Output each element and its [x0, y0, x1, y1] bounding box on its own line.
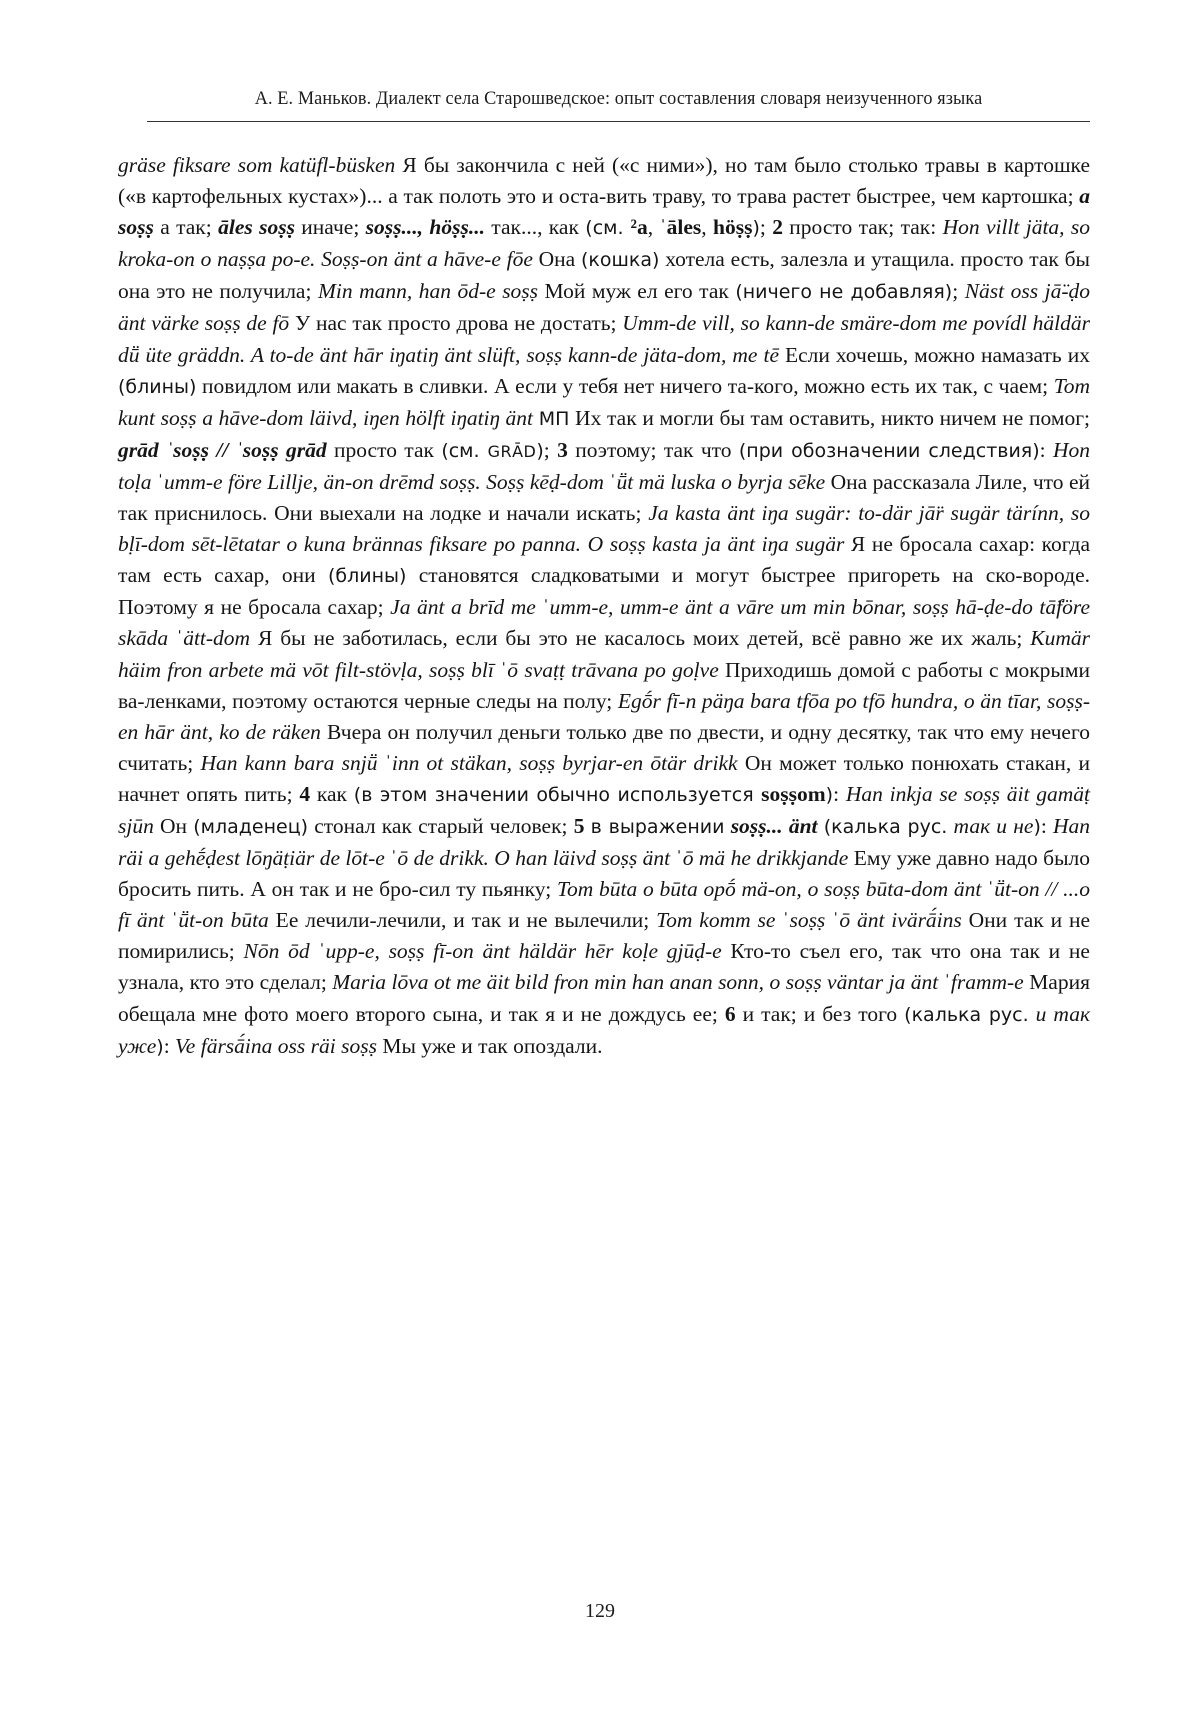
- example-italic: Ja kasta änt iŋa sugär: to-där jā̈r sugär tärínn, so bḷī-dom sēt-lētatar o kuna brännas fiksare po panna. O soṣṣ kasta ja änt iŋa sugär: [118, 501, 1090, 557]
- gloss-note: (калька рус.: [823, 815, 948, 838]
- text-run: Она: [532, 247, 581, 272]
- example-italic: Umm-de vill, so kann-de smäre-dom me povídl häldär dṻ üte gräddn. A to-de änt hār iŋatiŋ änt slüft, soṣṣ kann-de jäta-dom, me tē: [118, 311, 1090, 367]
- gloss-note: (блины): [118, 375, 197, 398]
- example-italic: Han kann bara snjṻ ˈinn ot stäkan, soṣṣ byrjar-en ōtär drikk: [200, 750, 738, 775]
- headword-phrase: a soṣṣ: [118, 184, 1090, 240]
- example-italic: Han räi a gehḗḍest lōŋäṭiär de lōt-e ˈō de drikk. O han läivd soṣṣ änt ˈō mä he drikkjande: [118, 813, 1091, 871]
- text-run: Мария обещала мне фото моего второго сына, и так я и не дождусь ее;: [118, 970, 1090, 1026]
- entry-paragraph: [118, 150, 1090, 1063]
- text-run: :: [163, 1033, 176, 1058]
- example-italic: Ve färsā́ina oss räi soṣṣ: [175, 1033, 377, 1058]
- text-run: и так; и без того: [735, 1001, 905, 1026]
- text-run: Я не бросала сахар: когда там есть сахар, они: [118, 532, 1090, 588]
- example-italic: Näst oss jā̈-ḍo änt värke soṣṣ de fō: [118, 279, 1090, 336]
- gloss-note: (ничего не добавляя): [735, 281, 953, 304]
- text-run: :: [1039, 437, 1053, 462]
- sense-marker: ˈāles: [659, 215, 702, 240]
- sense-marker: höṣṣ: [713, 215, 753, 240]
- example-italic: Hon villt jäta, so kroka-on o naṣṣa po-e. Soṣṣ-on änt a hāve-e fōe: [118, 215, 1091, 272]
- text-run: :: [1040, 813, 1054, 838]
- gloss-note: (см.: [441, 439, 488, 462]
- example-italic: Ja änt a brīd me ˈumm-e, umm-e änt a vāre um min bōnar, soṣṣ hā-ḍe-do tā̈före skāda ˈätt-dom: [118, 595, 1090, 651]
- text-run: поэтому; так что: [567, 437, 739, 462]
- gloss-note: (блины): [327, 565, 407, 588]
- sense-marker: soṣṣom: [761, 781, 826, 806]
- text-run: Он может только понюхать стакан, и начнет опять пить;: [118, 750, 1090, 806]
- page-number: 129: [585, 1600, 615, 1622]
- example-italic: gräse fiksare som katüfl-büsken: [118, 153, 396, 177]
- text-run: Я бы не заботилась, если бы это не касалось моих детей, всё равно же их жаль;: [250, 626, 1031, 651]
- text-run: как: [310, 781, 354, 806]
- gloss-note: ): [156, 1035, 164, 1058]
- sense-marker: ²a: [630, 215, 648, 240]
- text-run: ,: [701, 215, 713, 240]
- text-run: У нас так просто дрова не достать;: [289, 311, 623, 336]
- text-run: так..., как: [484, 215, 586, 240]
- sense-marker: 5: [573, 813, 585, 838]
- text-run: стонал как старый человек;: [308, 813, 574, 838]
- example-italic: Tom kunt soṣṣ a hāve-dom läivd, iŋen hölft iŋatiŋ änt: [118, 373, 1090, 430]
- headword-phrase: soṣṣ..., höṣṣ...: [365, 215, 485, 240]
- gloss-note: (при обозначении следствия): [738, 439, 1040, 462]
- example-italic: Tom būta o būta opṓ mä-on, o soṣṣ būta-dom änt ˈṻt-on // ...o fī änt ˈṻt-on būta: [118, 877, 1090, 933]
- gloss-note: (кошка): [581, 249, 660, 272]
- text-run: ,: [647, 215, 660, 240]
- headword-phrase: soṣṣ... änt: [730, 813, 818, 838]
- example-italic: Hon toḷa ˈumm-e före Lillje, än-on drēmd soṣṣ. Soṣṣ kēḍ-dom ˈṻt mä luska o byrja sēke: [118, 437, 1091, 494]
- gloss-note: ): [1033, 815, 1041, 838]
- gloss-note: ): [536, 439, 544, 462]
- text-run: становятся сладковатыми и могут быстрее пригореть на ско-вороде. Поэтому я не бросала сахар;: [118, 563, 1090, 620]
- gloss-note: (младенец): [193, 815, 309, 838]
- example-italic: Maria lōva ot me äit bild fron min han anan sonn, o soṣṣ väntar ja änt ˈframm-e: [332, 970, 1024, 995]
- gloss-note: (калька рус.: [904, 1003, 1029, 1026]
- running-header: А. Е. Маньков. Диалект села Старошведское: опыт составления словаря неизученного языка: [254, 88, 983, 109]
- example-italic: Kumär häim fron arbete mä vōt filt-stövḷa, soṣṣ blī ˈō svaṭṭ trāvana po goḷve: [118, 626, 1091, 682]
- header-rule: [147, 121, 1090, 122]
- text-run: повидлом или макать в сливки. А если у тебя нет ничего та-кого, можно есть их так, с чаем;: [196, 373, 1054, 398]
- example-italic: Egṓr fī-n päŋa bara tfōa po tfō hundra, o än tīar, soṣṣ-en hār änt, ko de räken: [118, 688, 1090, 744]
- text-run: Мы уже и так опоздали.: [376, 1033, 603, 1058]
- example-italic: Tom komm se ˈsoṣṣ ˈō änt ivärā́ins: [656, 908, 962, 933]
- text-run: :: [833, 781, 846, 806]
- text-run: Приходишь домой с работы с мокрыми ва-ленками, поэтому остаются черные следы на полу;: [118, 657, 1090, 713]
- text-run: Я бы закончила с ней («с ними»), но там было столько травы в картошке («в картофельных кустах»)... а так полоть это и оста-вить траву, то трава растет быстрее, чем картошка;: [118, 153, 1090, 209]
- text-run: Если хочешь, можно намазать их: [778, 342, 1090, 367]
- text-run: Их так и могли бы там оставить, никто ничем не помог;: [569, 405, 1090, 430]
- text-run: Ее лечили-лечили, и так и не вылечили;: [268, 908, 657, 933]
- text-run: а так;: [153, 215, 219, 240]
- text-run: [1029, 1002, 1036, 1026]
- text-run: Он: [153, 813, 194, 838]
- text-run: Ему уже давно надо было бросить пить. А он так и не бро-сил ту пьянку;: [118, 846, 1091, 902]
- example-italic: Han inkja se soṣṣ äit gamäṭ sjūn: [118, 781, 1090, 838]
- sense-marker: 4: [299, 781, 311, 806]
- text-run: ;: [759, 215, 773, 240]
- headword-phrase: grād ˈsoṣṣ // ˈsoṣṣ grād: [118, 437, 327, 462]
- gloss-note: ): [825, 783, 834, 806]
- gloss-note: ): [752, 217, 760, 240]
- gloss-note: МП: [538, 407, 570, 430]
- text-run: ;: [952, 279, 965, 304]
- gloss-note: (см.: [585, 217, 631, 240]
- text-run: просто так: [326, 437, 442, 462]
- dictionary-entry-body: [118, 150, 1090, 1063]
- text-run: Кто-то съел его, так что она так и не узнала, кто это сделал;: [118, 939, 1090, 995]
- cross-reference: GRĀD: [487, 441, 537, 461]
- text-run: Она рассказала Лиле, что ей так приснилось. Они выехали на лодке и начали искать;: [118, 469, 1090, 526]
- example-italic: Nōn ōd ˈupp-e, soṣṣ fī-on änt häldär hēr koḷe gjūḍ-e: [243, 939, 722, 964]
- sense-marker: 3: [557, 437, 568, 462]
- text-run: Вчера он получил деньги только две по двести, и одну десятку, так что ему нечего считать;: [118, 719, 1090, 775]
- text-run: просто так; так:: [782, 215, 943, 240]
- text-run: ;: [543, 437, 558, 462]
- text-run: хотела есть, залезла и утащила. просто так бы она это не получила;: [118, 247, 1090, 304]
- sense-marker: 2: [772, 215, 783, 240]
- text-run: Они так и не помирились;: [118, 908, 1091, 964]
- example-italic: Min mann, han ōd-e soṣṣ: [317, 279, 539, 304]
- headword-phrase: āles soṣṣ: [218, 215, 295, 240]
- sense-marker: 6: [724, 1001, 736, 1026]
- text-run: иначе;: [294, 215, 366, 240]
- gloss-note: (в этом значении обычно используется: [353, 783, 762, 806]
- example-italic: так и не: [953, 813, 1034, 838]
- gloss-note: в выражении: [590, 815, 725, 838]
- text-run: Мой муж ел его так: [538, 279, 736, 304]
- example-italic: и так уже: [118, 1001, 1090, 1058]
